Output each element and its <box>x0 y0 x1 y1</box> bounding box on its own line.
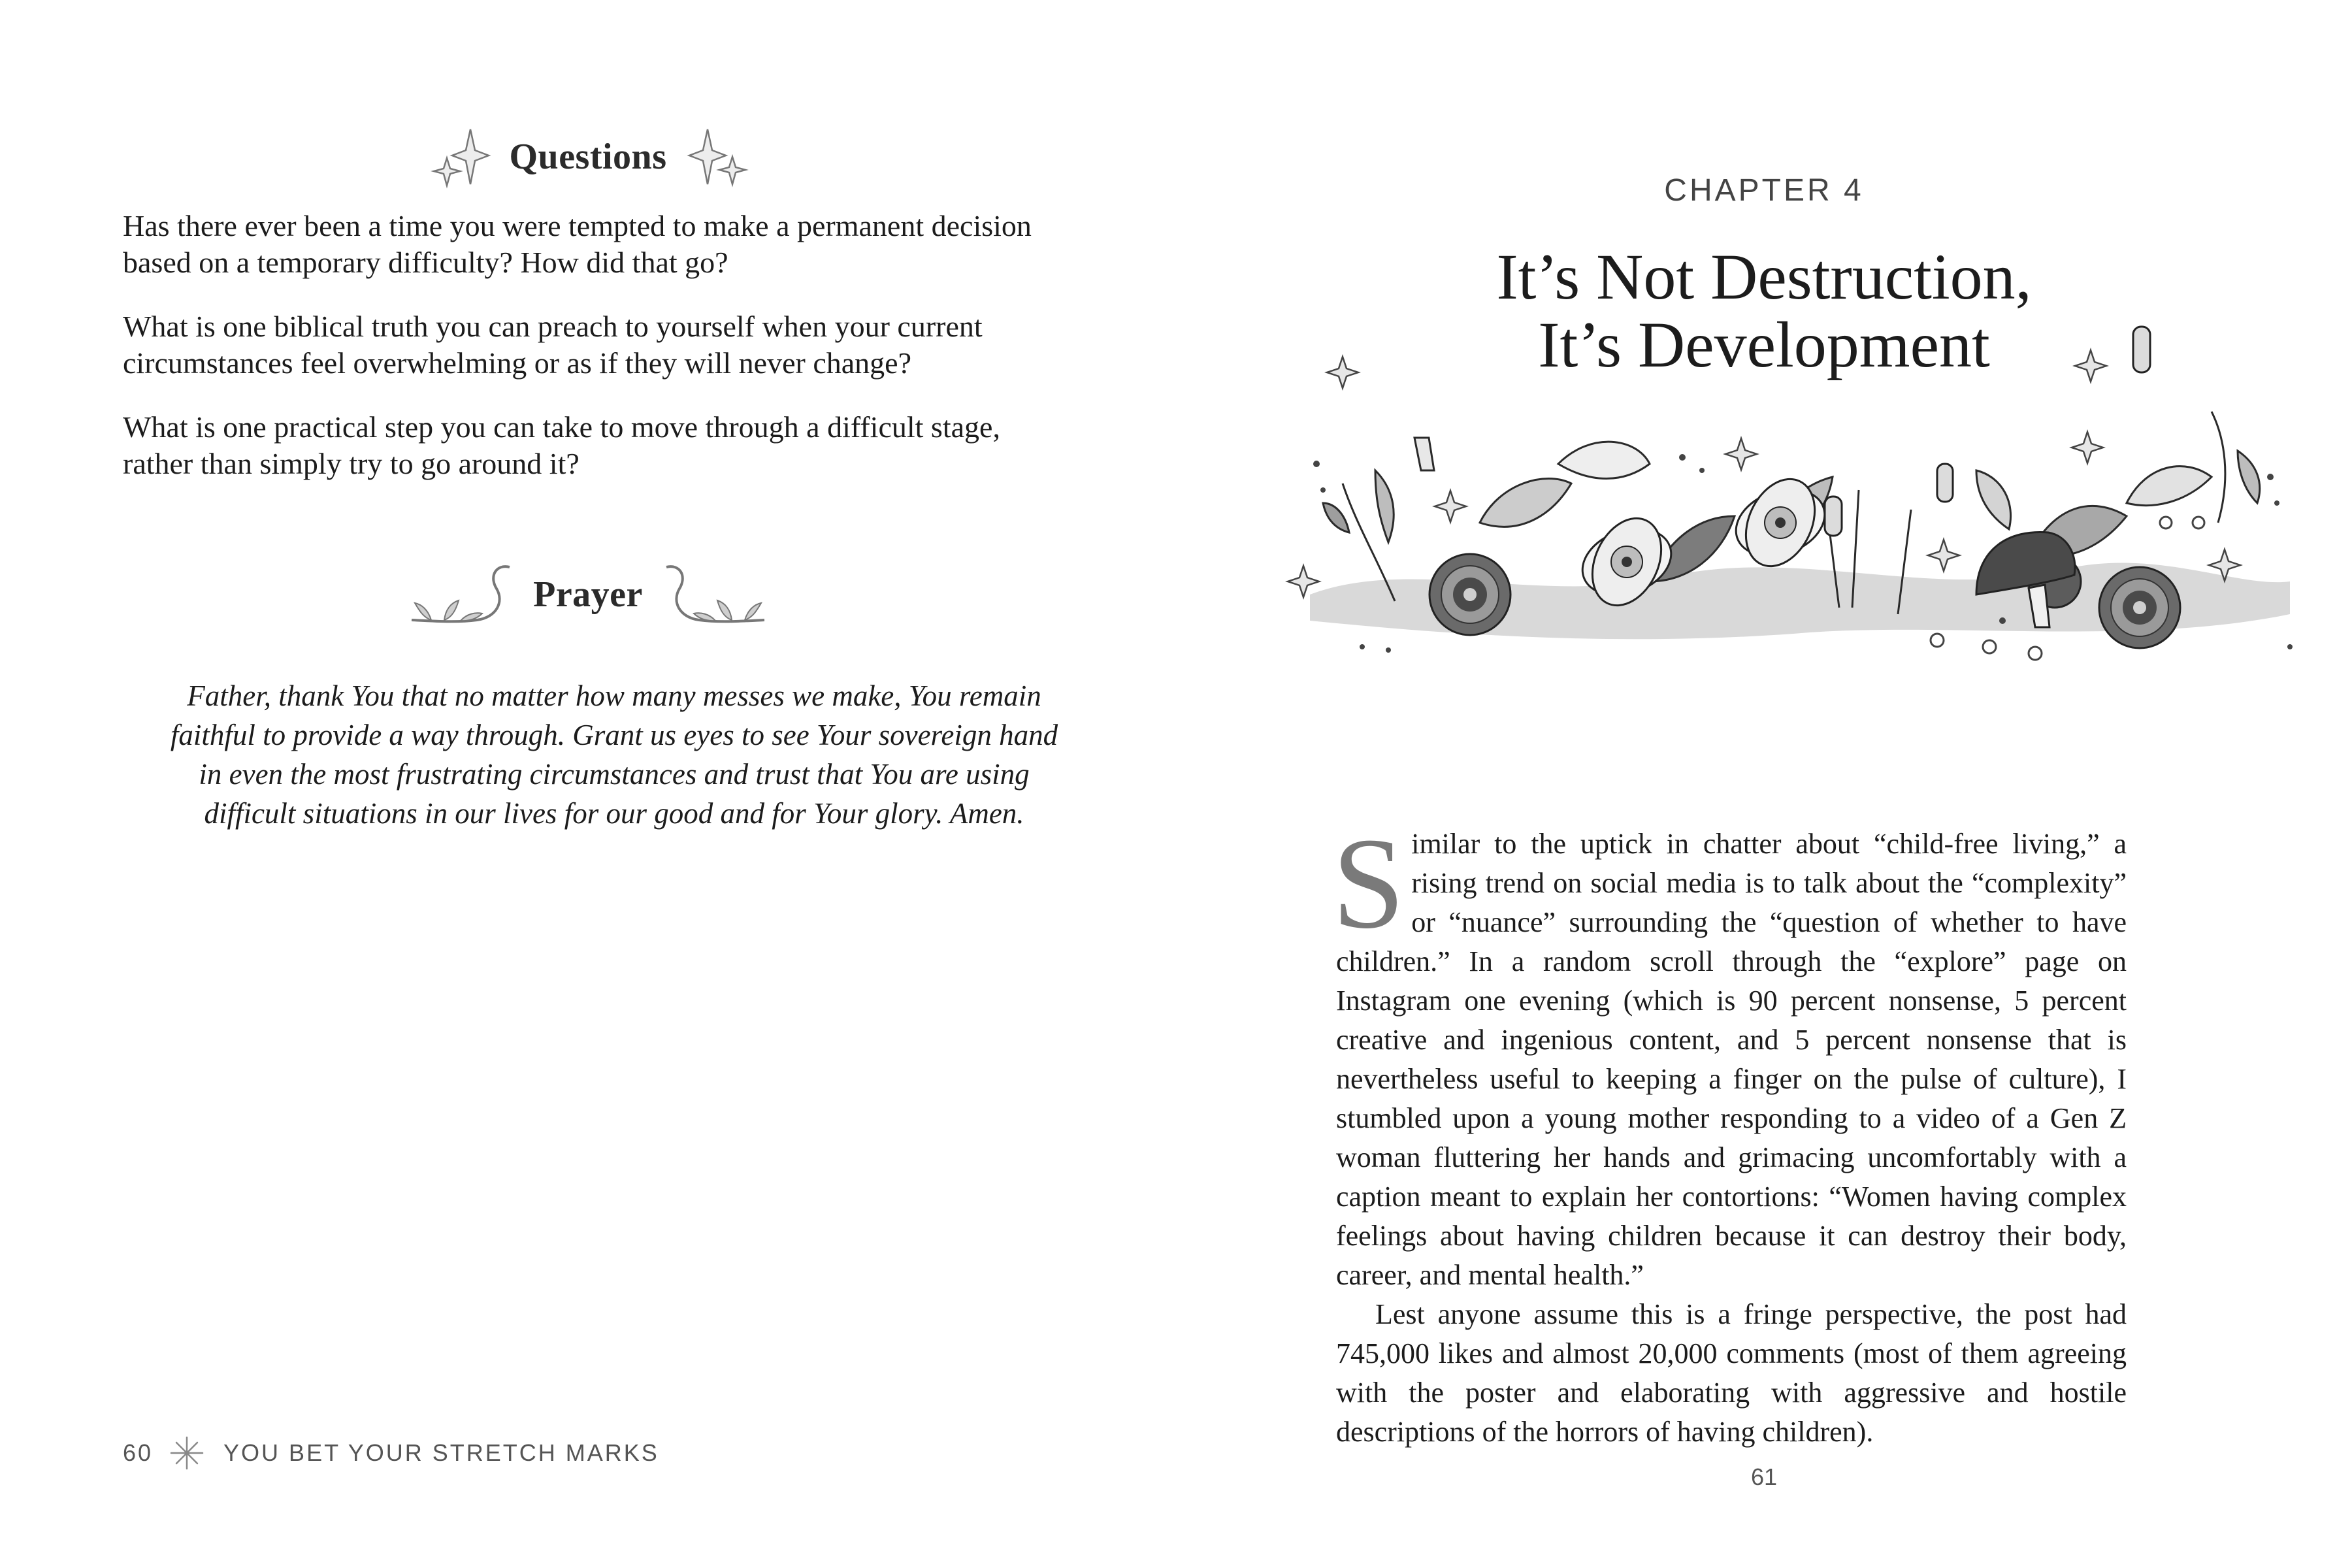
book-title: YOU BET YOUR STRETCH MARKS <box>223 1439 659 1466</box>
chapter-label: CHAPTER 4 <box>1664 173 1864 208</box>
right-page <box>1176 0 2352 1568</box>
vine-right-icon <box>660 557 771 632</box>
sparkle-right-icon <box>684 124 749 189</box>
questions-heading <box>0 114 1176 199</box>
paragraph-2: Lest anyone assume this is a fringe perspective, the post had 745,000 likes and almost 20,000 comments (most of them agreeing with the poster and elaborating with aggressive and hostile descriptions of the horrors of having children). <box>1336 1298 2127 1448</box>
chapter-body <box>1332 811 2127 1452</box>
chapter-title-line1: It’s Not Destruction, <box>1496 240 2032 313</box>
questions-title: Questions <box>509 137 667 177</box>
left-page-number: 60 <box>123 1439 154 1466</box>
right-page-number: 61 <box>1750 1463 1778 1490</box>
drop-cap: S <box>1332 811 1405 956</box>
questions-list <box>123 208 1044 510</box>
prayer-text: Father, thank You that no matter how many messes we make, You remain faithful to provide a way through. Grant us eyes to see Your sovereign hand in even the most frustrating circumstances and trust that You are using difficult situations in our lives for our good and for Your glory. Amen. <box>170 679 1058 830</box>
paragraph-1 <box>1332 811 2127 1295</box>
question-item: Has there ever been a time you were tempted to make a permanent decision based on a temporary difficulty? How did that go? <box>123 209 1032 279</box>
chapter-title-line2: It’s Development <box>1538 308 1990 381</box>
question-item: What is one biblical truth you can preach to yourself when your current circumstances feel overwhelming or as if they will never change? <box>123 310 983 380</box>
prayer-heading <box>0 549 1176 640</box>
sparkle-left-icon <box>427 124 493 189</box>
prayer-title: Prayer <box>533 574 643 615</box>
floral-banner <box>1284 307 2303 686</box>
vine-left-icon <box>405 557 516 632</box>
left-footer <box>123 1436 659 1470</box>
star-burst-icon <box>170 1436 204 1470</box>
paragraph-1-text: imilar to the uptick in chatter about “child-free living,” a rising trend on social media is to talk about the “complexity” or “nuance” surrounding the “question of whether to have children.” In a random scroll through the “explore” page on Instagram one evening (which is 90 percent nonsense, 5 percent creative and ingenious content, and 5 percent nonsense that is nevertheless useful to keeping a finger on the pulse of culture), I stumbled upon a young mother responding to a video of a Gen Z woman fluttering her hands and grimacing uncomfortably with a caption meant to explain her contortions: “Women having complex feelings about having children because it can destroy their body, career, and mental health.” <box>1336 828 2127 1291</box>
question-item: What is one practical step you can take to move through a difficult stage, rather than simply try to go around it? <box>123 410 1000 480</box>
